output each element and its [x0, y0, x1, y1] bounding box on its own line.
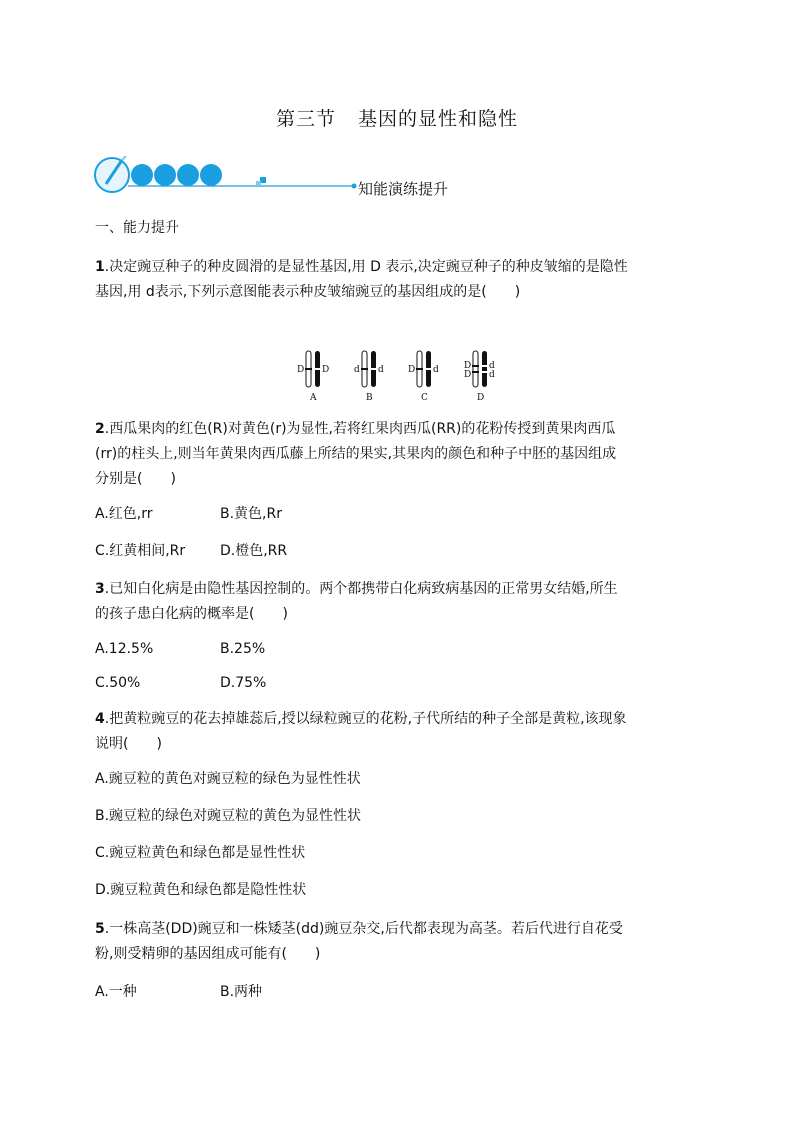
title-part2: 基因的显性和隐性	[358, 108, 519, 130]
gene-label: d	[354, 365, 360, 375]
option-d: D.橙色,RR	[220, 543, 288, 559]
figure-option-c	[408, 351, 439, 403]
gene-label: D	[408, 365, 416, 375]
question-number: 4	[95, 711, 105, 727]
option-c: C.豌豆粒黄色和绿色都是显性性状	[95, 845, 306, 861]
question-2	[95, 417, 700, 492]
gene-label: d	[378, 365, 384, 375]
option-b: B.两种	[220, 984, 263, 1000]
figure-label: B	[366, 393, 373, 403]
question-5	[95, 917, 700, 967]
figure-option-b	[354, 351, 384, 403]
question-3	[95, 577, 700, 627]
section-heading: 一、能力提升	[95, 220, 179, 236]
question-number: 1	[95, 259, 105, 275]
title-part1: 第三节	[275, 108, 336, 130]
option-a: A.一种	[95, 984, 137, 1000]
question-number: 2	[95, 421, 105, 437]
question-text: 分别是( )	[95, 471, 176, 487]
option-b: B.25%	[220, 641, 266, 657]
question-text: (rr)的柱头上,则当年黄果肉西瓜藤上所结的果实,其果肉的颜色和种子中胚的基因组成	[95, 446, 617, 462]
gene-label: D	[464, 361, 472, 371]
question-text: .已知白化病是由隐性基因控制的。两个都携带白化病致病基因的正常男女结婚,所生	[104, 581, 618, 597]
option-a: A.豌豆粒的黄色对豌豆粒的绿色为显性性状	[95, 771, 361, 787]
section-banner	[92, 152, 512, 198]
question-text: .把黄粒豌豆的花去掉雄蕊后,授以绿粒豌豆的花粉,子代所结的种子全部是黄粒,该现象	[104, 711, 627, 727]
figure-option-a	[297, 351, 329, 403]
banner-dot-4	[200, 164, 222, 186]
option-d: D.75%	[220, 675, 267, 691]
gene-label: d	[433, 365, 439, 375]
chromosome-figure	[296, 347, 502, 403]
figure-option-d	[464, 351, 495, 403]
gene-label: D	[297, 365, 305, 375]
page-title	[0, 104, 794, 131]
question-text: .西瓜果肉的红色(R)对黄色(r)为显性,若将红果肉西瓜(RR)的花粉传授到黄果肉西瓜	[104, 421, 616, 437]
question-text: .一株高茎(DD)豌豆和一株矮茎(dd)豌豆杂交,后代都表现为高茎。若后代进行自花受	[104, 921, 623, 937]
question-1	[95, 255, 700, 305]
question-number: 5	[95, 921, 105, 937]
gene-label: D	[322, 365, 330, 375]
option-b: B.豌豆粒的绿色对豌豆粒的黄色为显性性状	[95, 808, 362, 824]
banner-dot-2	[154, 164, 176, 186]
option-c: C.50%	[95, 675, 141, 691]
gene-label: d	[489, 370, 495, 380]
option-a: A.12.5%	[95, 641, 154, 657]
question-number: 3	[95, 581, 105, 597]
gene-label: D	[464, 370, 472, 380]
question-text: 粉,则受精卵的基因组成可能有( )	[95, 946, 321, 962]
option-d: D.豌豆粒黄色和绿色都是隐性性状	[95, 882, 307, 898]
question-4	[95, 707, 700, 757]
question-text: 基因,用 d表示,下列示意图能表示种皮皱缩豌豆的基因组成的是( )	[95, 284, 521, 300]
banner-dot-3	[177, 164, 199, 186]
question-text: 的孩子患白化病的概率是( )	[95, 606, 288, 622]
question-text: .决定豌豆种子的种皮圆滑的是显性基因,用 D 表示,决定豌豆种子的种皮皱缩的是隐性	[104, 259, 628, 275]
banner-label: 知能演练提升	[358, 180, 449, 198]
option-b: B.黄色,Rr	[220, 506, 282, 522]
gene-label: d	[489, 361, 495, 371]
banner-dot-1	[131, 164, 153, 186]
figure-label: C	[421, 393, 428, 403]
figure-label: A	[310, 393, 317, 403]
option-c: C.红黄相间,Rr	[95, 543, 186, 559]
figure-label: D	[477, 393, 485, 403]
question-text: 说明( )	[95, 736, 162, 752]
option-a: A.红色,rr	[95, 506, 153, 522]
